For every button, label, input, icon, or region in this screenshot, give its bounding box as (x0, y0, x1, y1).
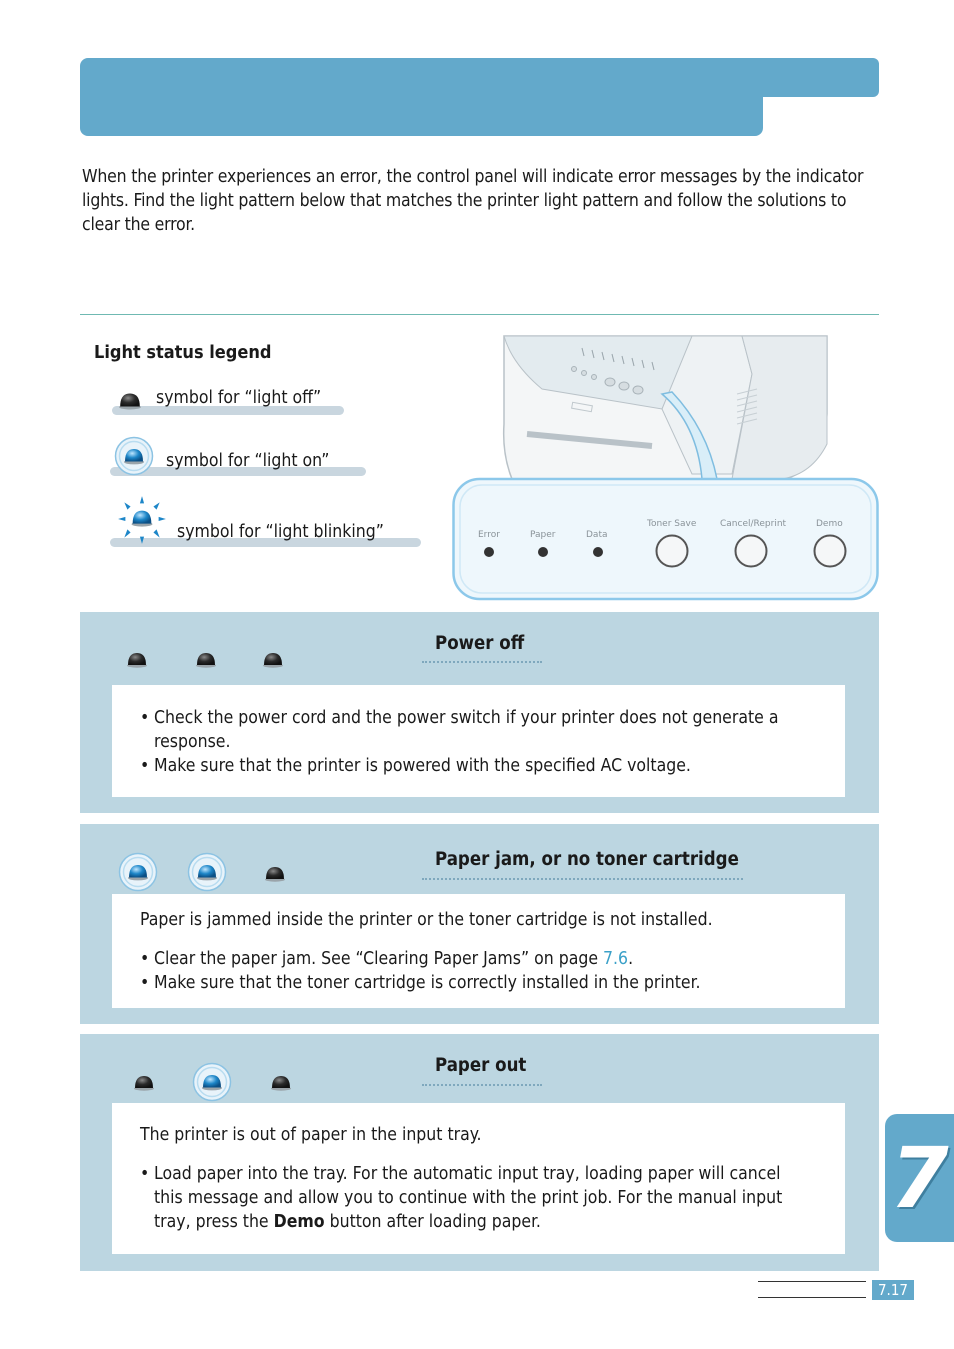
light-off-icon (264, 864, 286, 882)
panel-solution-box (112, 894, 845, 1008)
panel-title: Power off (435, 633, 525, 654)
page-link[interactable]: 7.6 (603, 949, 629, 969)
panel-label-paper: Paper (530, 530, 556, 540)
chapter-tab (885, 1114, 954, 1242)
chapter-number: 7 (890, 1129, 949, 1227)
light-off-icon (262, 650, 284, 668)
header-banner (80, 58, 763, 136)
panel-description: The printer is out of paper in the input tray. (140, 1125, 482, 1145)
panel-solution-box (112, 685, 845, 797)
light-on-icon (114, 436, 154, 476)
title-dotted-underline (422, 661, 542, 663)
solution-bullet: • Make sure that the toner cartridge is correctly installed in the printer. (140, 971, 830, 995)
solution-bullet: • Check the power cord and the power switch if your printer does not generate a response. (140, 706, 800, 754)
panel-label-toner-save: Toner Save (647, 519, 697, 529)
legend-on-label: symbol for “light on” (166, 451, 330, 471)
header-banner-tab (700, 58, 879, 97)
light-off-icon (195, 650, 217, 668)
legend-title: Light status legend (94, 342, 272, 363)
panel-title: Paper jam, or no toner cartridge (435, 849, 739, 870)
panel-description: Paper is jammed inside the printer or the toner cartridge is not installed. (140, 910, 713, 930)
panel-paper-jam (80, 824, 879, 1024)
panel-title: Paper out (435, 1055, 527, 1076)
page-number-rule (758, 1297, 866, 1298)
panel-solution-box (112, 1103, 845, 1254)
title-dotted-underline (422, 1084, 542, 1086)
section-divider (80, 314, 879, 315)
light-off-icon (270, 1073, 292, 1091)
title-dotted-underline (422, 878, 743, 880)
panel-label-data: Data (586, 530, 608, 540)
page-number-rule (758, 1281, 866, 1282)
light-off-icon (133, 1073, 155, 1091)
light-on-icon (118, 852, 158, 892)
light-off-icon (118, 390, 142, 410)
light-blinking-icon (116, 494, 168, 546)
printer-control-panel-illustration (452, 334, 879, 601)
panel-power-off (80, 612, 879, 813)
solution-bullet: • Make sure that the printer is powered with the specified AC voltage. (140, 754, 800, 778)
page-number: 7.17 (872, 1280, 914, 1300)
demo-button-reference: Demo (273, 1212, 325, 1232)
intro-paragraph: When the printer experiences an error, the control panel will indicate error messages by the indicator lights. Find the light pattern below that matches the printer light pattern and follow the solutions to clear the error. (82, 167, 864, 235)
panel-label-error: Error (478, 530, 500, 540)
solution-bullet: • Clear the paper jam. See “Clearing Paper Jams” on page 7.6. (140, 947, 830, 971)
panel-label-cancel-reprint: Cancel/Reprint (720, 519, 787, 529)
panel-paper-out (80, 1034, 879, 1271)
legend-off-label: symbol for “light off” (156, 388, 322, 408)
light-off-icon (126, 650, 148, 668)
light-on-icon (187, 852, 227, 892)
solution-bullet: • Load paper into the tray. For the automatic input tray, loading paper will cancel this message and allow you to continue with the print job. For the manual input tray, press the Demo button after loading paper. (140, 1162, 812, 1234)
legend-blink-label: symbol for “light blinking” (177, 522, 384, 542)
light-on-icon (192, 1062, 232, 1102)
panel-label-demo: Demo (816, 519, 843, 529)
